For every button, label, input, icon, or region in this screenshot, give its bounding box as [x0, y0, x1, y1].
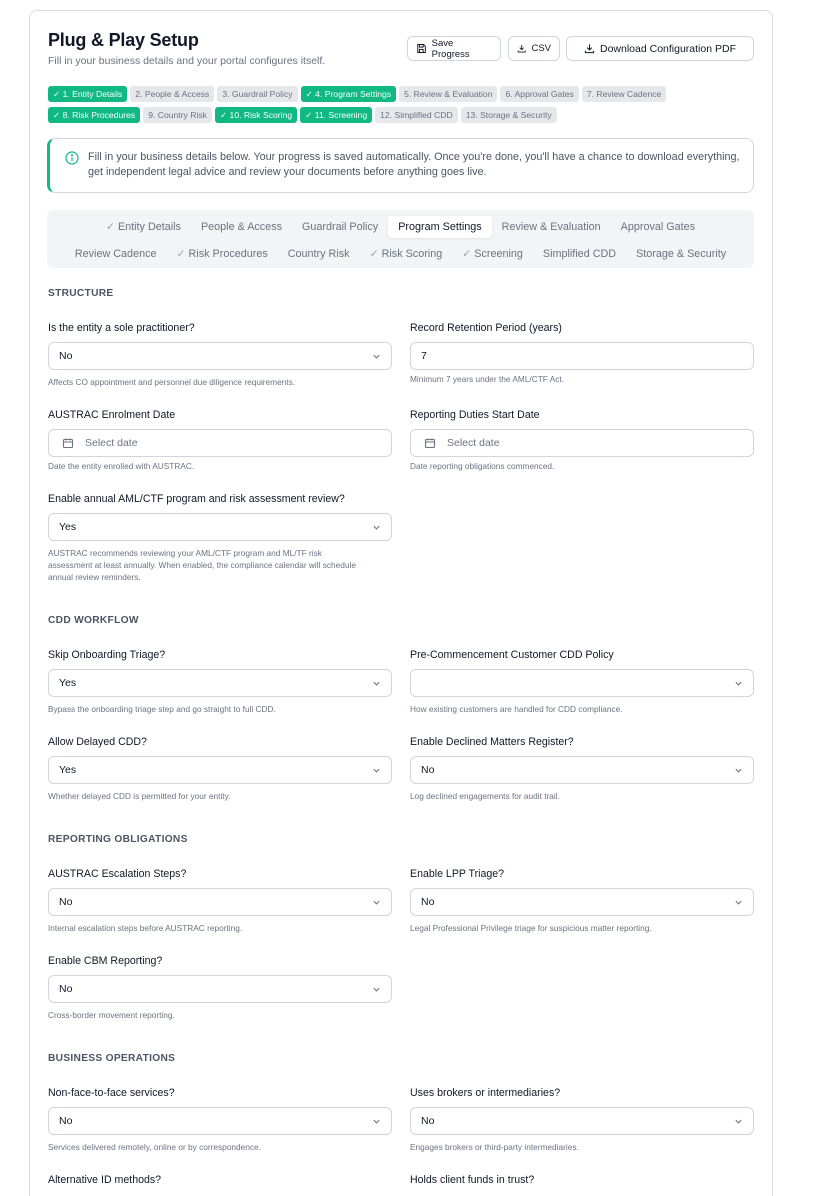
escalation-select[interactable] — [48, 888, 392, 916]
step-chip[interactable] — [300, 107, 372, 123]
step-chip-label: 3. Guardrail Policy — [222, 89, 293, 99]
tab-guardrail-policy[interactable] — [292, 216, 388, 238]
annual-review-value: Yes — [59, 521, 77, 533]
save-progress-label: Save Progress — [431, 37, 470, 60]
non-face-value: No — [59, 1115, 73, 1127]
delayed-cdd-help: Whether delayed CDD is permitted for your entity. — [48, 791, 231, 801]
step-chip-label: 12. Simplified CDD — [380, 110, 453, 120]
step-chip[interactable] — [48, 107, 140, 123]
chevron-down-icon — [372, 523, 381, 532]
step-chip[interactable] — [375, 107, 458, 123]
retention-value: 7 — [421, 350, 427, 362]
chevron-down-icon — [372, 985, 381, 994]
step-chip[interactable] — [461, 107, 557, 123]
chevron-down-icon — [372, 352, 381, 361]
step-chip[interactable] — [582, 86, 667, 102]
download-pdf-label: Download Configuration PDF — [600, 42, 736, 55]
non-face-help: Services delivered remotely, online or by correspondence. — [48, 1142, 261, 1152]
escalation-value: No — [59, 896, 73, 908]
reporting-start-label: Reporting Duties Start Date — [410, 409, 540, 421]
section-tabs — [47, 210, 754, 268]
check-icon: ✓ — [305, 89, 316, 99]
download-pdf-button[interactable] — [566, 36, 754, 61]
info-banner — [47, 138, 754, 193]
client-funds-label: Holds client funds in trust? — [410, 1174, 535, 1186]
section-reporting: REPORTING OBLIGATIONS — [48, 834, 188, 845]
calendar-icon — [424, 437, 436, 449]
step-row-2 — [48, 107, 748, 123]
declined-register-select[interactable] — [410, 756, 754, 784]
tab-approval-gates[interactable] — [611, 216, 705, 238]
section-structure: STRUCTURE — [48, 288, 114, 299]
check-icon: ✓ — [53, 89, 63, 99]
step-chip-label: 11. Screening — [314, 110, 368, 120]
step-chip[interactable] — [500, 86, 578, 102]
tab-label: Country Risk — [287, 248, 350, 260]
enrolment-date-label: AUSTRAC Enrolment Date — [48, 409, 176, 421]
page-title: Plug & Play Setup — [48, 30, 199, 50]
sole-practitioner-value: No — [59, 350, 73, 362]
csv-label: CSV — [531, 43, 551, 54]
alt-id-label: Alternative ID methods? — [48, 1174, 162, 1186]
lpp-triage-select[interactable] — [410, 888, 754, 916]
reporting-start-help: Date reporting obligations commenced. — [410, 461, 555, 471]
section-business-operations: BUSINESS OPERATIONS — [48, 1053, 176, 1064]
check-icon: ✓ — [305, 110, 315, 120]
check-icon: ✓ — [219, 110, 230, 120]
tab-review-cadence[interactable] — [65, 243, 167, 265]
skip-triage-label: Skip Onboarding Triage? — [48, 649, 166, 661]
declined-register-help: Log declined engagements for audit trail. — [410, 791, 560, 801]
step-chip[interactable] — [217, 86, 297, 102]
step-row-1 — [48, 86, 748, 102]
step-chip-label: 8. Risk Procedures — [62, 110, 136, 120]
brokers-select[interactable] — [410, 1107, 754, 1135]
brokers-label: Uses brokers or intermediaries? — [410, 1087, 561, 1099]
enrolment-date-placeholder: Select date — [85, 437, 138, 449]
check-icon: ✓ — [369, 248, 382, 260]
annual-review-label: Enable annual AML/CTF program and risk assessment review? — [48, 493, 345, 505]
calendar-icon — [62, 437, 74, 449]
tab-simplified-cdd[interactable] — [533, 243, 626, 265]
cbm-select[interactable] — [48, 975, 392, 1003]
annual-review-select[interactable] — [48, 513, 392, 541]
save-icon — [416, 43, 427, 54]
tab-people-access[interactable] — [191, 216, 292, 238]
check-icon: ✓ — [53, 110, 63, 120]
skip-triage-help: Bypass the onboarding triage step and go straight to full CDD. — [48, 704, 276, 714]
check-icon: ✓ — [176, 248, 189, 260]
info-icon — [65, 151, 79, 165]
tab-label: Review & Evaluation — [501, 221, 601, 233]
sole-practitioner-label: Is the entity a sole practitioner? — [48, 322, 195, 334]
step-chip-label: 5. Review & Evaluation — [404, 89, 493, 99]
lpp-triage-value: No — [421, 896, 435, 908]
step-chip[interactable] — [215, 107, 297, 123]
csv-button[interactable] — [508, 36, 560, 61]
step-chip-label: 6. Approval Gates — [505, 89, 574, 99]
chevron-down-icon — [372, 1117, 381, 1126]
chevron-down-icon — [734, 1117, 743, 1126]
step-chip-label: 7. Review Cadence — [586, 89, 662, 99]
lpp-triage-label: Enable LPP Triage? — [410, 868, 505, 880]
enrolment-date-help: Date the entity enrolled with AUSTRAC. — [48, 461, 195, 471]
escalation-label: AUSTRAC Escalation Steps? — [48, 868, 187, 880]
lpp-triage-help: Legal Professional Privilege triage for suspicious matter reporting. — [410, 923, 652, 933]
brokers-value: No — [421, 1115, 435, 1127]
step-chip-label: 2. People & Access — [135, 89, 210, 99]
step-progress — [48, 86, 748, 128]
tab-label: Screening — [474, 248, 523, 260]
tab-review-evaluation[interactable] — [492, 216, 611, 238]
declined-register-value: No — [421, 764, 435, 776]
step-chip-label: 4. Program Settings — [315, 89, 392, 99]
escalation-help: Internal escalation steps before AUSTRAC reporting. — [48, 923, 243, 933]
info-text: Fill in your business details below. Your progress is saved automatically. Once you're done, you'll have a chance to download everything, get independent legal advice and review your documents before anything goes live. — [88, 151, 740, 178]
pre-commencement-label: Pre-Commencement Customer CDD Policy — [410, 649, 614, 661]
tab-entity-details[interactable] — [96, 216, 191, 238]
chevron-down-icon — [734, 766, 743, 775]
chevron-down-icon — [372, 679, 381, 688]
page-subtitle: Fill in your business details and your portal configures itself. — [48, 55, 326, 67]
tab-risk-procedures[interactable] — [166, 243, 277, 265]
retention-help: Minimum 7 years under the AML/CTF Act. — [410, 374, 565, 384]
reporting-start-picker[interactable] — [410, 429, 754, 457]
tab-label: Review Cadence — [74, 248, 157, 260]
delayed-cdd-value: Yes — [59, 764, 77, 776]
reporting-start-placeholder: Select date — [447, 437, 500, 449]
pre-commencement-select[interactable] — [410, 669, 754, 697]
chevron-down-icon — [372, 898, 381, 907]
tab-program-settings[interactable] — [388, 216, 491, 238]
check-icon: ✓ — [105, 221, 118, 233]
tab-label: Entity Details — [117, 221, 181, 233]
step-chip[interactable] — [48, 86, 127, 102]
step-chip-label: 1. Entity Details — [62, 89, 123, 99]
delayed-cdd-select[interactable] — [48, 756, 392, 784]
enrolment-date-picker[interactable] — [48, 429, 392, 457]
non-face-label: Non-face-to-face services? — [48, 1087, 175, 1099]
tab-label: People & Access — [200, 221, 282, 233]
save-progress-button[interactable] — [407, 36, 501, 61]
section-cdd-workflow: CDD WORKFLOW — [48, 615, 139, 626]
tab-screening[interactable] — [452, 243, 533, 265]
step-chip[interactable] — [399, 86, 497, 102]
tab-label: Storage & Security — [636, 248, 727, 260]
chevron-down-icon — [734, 898, 743, 907]
chevron-down-icon — [734, 679, 743, 688]
tab-label: Approval Gates — [620, 221, 696, 233]
annual-review-help: AUSTRAC recommends reviewing your AML/CTF program and ML/TF risk assessment at least annually. When enabled, the compliance calendar will schedule annual review reminders. — [48, 548, 356, 582]
download-icon — [517, 43, 526, 54]
chevron-down-icon — [372, 766, 381, 775]
tab-risk-scoring[interactable] — [360, 243, 453, 265]
tab-row-1 — [47, 216, 754, 238]
tab-label: Guardrail Policy — [302, 221, 379, 233]
retention-label: Record Retention Period (years) — [410, 322, 562, 334]
sole-practitioner-select[interactable] — [48, 342, 392, 370]
skip-triage-value: Yes — [59, 677, 77, 689]
cbm-label: Enable CBM Reporting? — [48, 955, 163, 967]
non-face-select[interactable] — [48, 1107, 392, 1135]
tab-country-risk[interactable] — [278, 243, 360, 265]
tab-label: Risk Procedures — [188, 248, 268, 260]
tab-storage-security[interactable] — [626, 243, 736, 265]
tab-label: Program Settings — [398, 221, 482, 233]
retention-input[interactable] — [410, 342, 754, 370]
tab-label: Risk Scoring — [381, 248, 443, 260]
cbm-value: No — [59, 983, 73, 995]
tab-row-2 — [47, 243, 754, 265]
tab-label: Simplified CDD — [542, 248, 617, 260]
brokers-help: Engages brokers or third-party intermediaries. — [410, 1142, 579, 1152]
step-chip[interactable] — [130, 86, 214, 102]
declined-register-label: Enable Declined Matters Register? — [410, 736, 574, 748]
sole-practitioner-help: Affects CO appointment and personnel due diligence requirements. — [48, 377, 296, 387]
step-chip[interactable] — [301, 86, 397, 102]
check-icon: ✓ — [462, 248, 475, 260]
delayed-cdd-label: Allow Delayed CDD? — [48, 736, 147, 748]
pre-commencement-help: How existing customers are handled for CDD compliance. — [410, 704, 623, 714]
step-chip-label: 10. Risk Scoring — [229, 110, 293, 120]
step-chip[interactable] — [143, 107, 212, 123]
skip-triage-select[interactable] — [48, 669, 392, 697]
cbm-help: Cross-border movement reporting. — [48, 1010, 175, 1020]
step-chip-label: 13. Storage & Security — [465, 110, 552, 120]
step-chip-label: 9. Country Risk — [148, 110, 207, 120]
download-icon — [584, 43, 595, 54]
